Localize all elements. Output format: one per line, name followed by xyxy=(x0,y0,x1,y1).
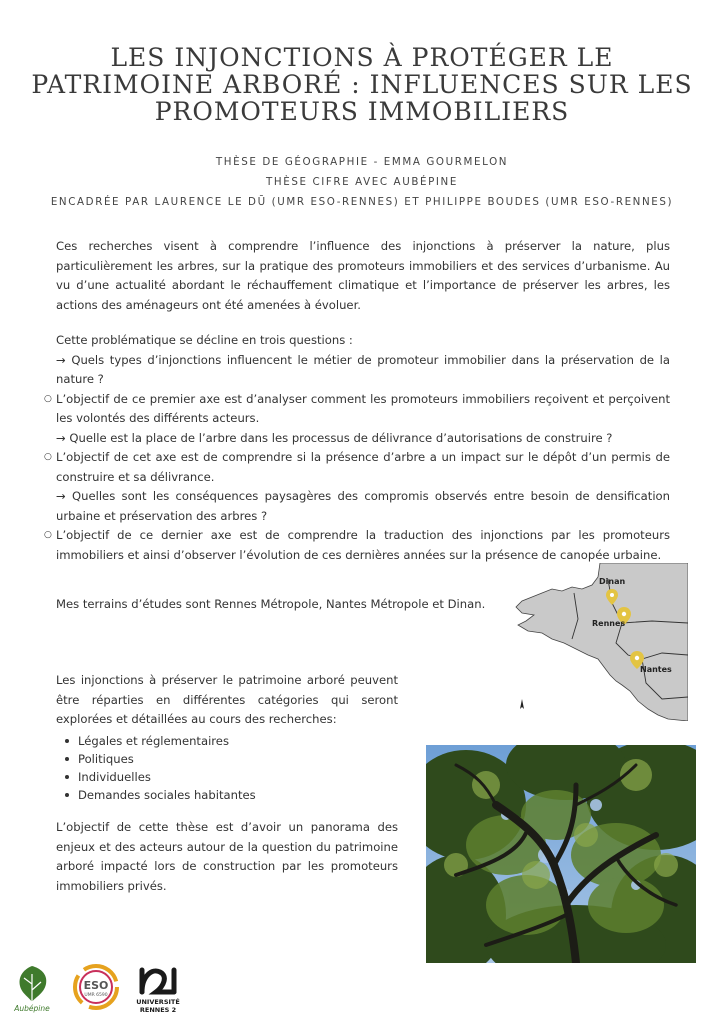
ur2-logo-line2: RENNES 2 xyxy=(139,1006,177,1014)
map-label-dinan: Dinan xyxy=(599,577,626,586)
subtitle-thesis: THÈSE DE GÉOGRAPHIE - EMMA GOURMELON xyxy=(215,156,509,168)
intro-paragraph: Ces recherches visent à comprendre l’influence des injonctions à préserver la nature, plus particulièrement les arbres, sur la pratique des promoteurs immobiliers et des services d’urbanisme. Au vu d’une actualité abordant le réchauffement climatique et l’importance de préserver les arbres, les actions des aménageurs ont été amenées à évoluer. xyxy=(56,239,670,312)
aubepine-logo-text: Aubépine xyxy=(14,1004,50,1013)
study-areas-text: Mes terrains d’études sont Rennes Métropole, Nantes Métropole et Dinan. xyxy=(56,597,486,611)
question-1-detail-text: L’objectif de ce premier axe est d’analyser comment les promoteurs immobiliers reçoivent et perçoivent les volontés des différents acteurs. xyxy=(56,391,670,425)
circle-bullet-icon: ○ xyxy=(44,452,52,462)
question-1-detail xyxy=(44,390,670,429)
question-2-detail xyxy=(44,448,670,487)
category-item: Politiques xyxy=(56,750,398,768)
subtitle-supervisors: ENCADRÉE PAR LAURENCE LE DŪ (UMR ESO-RENNES) ET PHILIPPE BOUDES (UMR ESO-RENNES) xyxy=(50,196,674,208)
questions-lead: Cette problématique se décline en trois questions : xyxy=(56,333,353,347)
circle-bullet-icon: ○ xyxy=(44,530,52,540)
categories-list xyxy=(56,732,398,804)
eso-logo-text: ESO xyxy=(83,979,109,992)
question-1: → Quels types d’injonctions influencent le métier de promoteur immobilier dans la préservation de la nature ? xyxy=(56,352,670,386)
subtitle-cifre: THÈSE CIFRE AVEC AUBÉPINE xyxy=(266,176,458,188)
subtitle-block xyxy=(20,152,704,212)
conclusion-paragraph: L’objectif de cette thèse est d’avoir un panorama des enjeux et des acteurs autour de la question du patrimoine arboré impacté lors de construction par les promoteurs immobiliers privés. xyxy=(56,820,398,893)
questions-block xyxy=(44,331,670,565)
universite-rennes2-logo xyxy=(134,962,182,1016)
question-3-detail xyxy=(44,526,670,565)
eso-logo xyxy=(72,963,120,1011)
categories-block xyxy=(56,671,398,804)
category-item: Individuelles xyxy=(56,768,398,786)
aubepine-logo xyxy=(12,962,52,1014)
map-label-nantes: Nantes xyxy=(640,665,672,674)
question-3: → Quelles sont les conséquences paysagères des compromis observés entre besoin de densification urbaine et préservation des arbres ? xyxy=(56,489,670,523)
ur2-logo-line1: UNIVERSITÉ xyxy=(136,998,180,1006)
category-item: Demandes sociales habitantes xyxy=(56,786,398,804)
map-label-rennes: Rennes xyxy=(592,619,626,628)
tree-canopy-photo xyxy=(426,745,696,963)
study-area-map xyxy=(512,563,688,721)
question-2-detail-text: L’objectif de cet axe est de comprendre si la présence d’arbre a un impact sur le dépôt d’un permis de construire et sa délivrance. xyxy=(56,450,670,484)
categories-intro: Les injonctions à préserver le patrimoine arboré peuvent être réparties en différentes catégories qui seront explorées et détaillées au cours des recherches: xyxy=(56,673,398,726)
eso-logo-subtext: UMR 6590 xyxy=(84,993,108,998)
circle-bullet-icon: ○ xyxy=(44,393,52,404)
question-2: → Quelle est la place de l’arbre dans les processus de délivrance d’autorisations de construire ? xyxy=(56,430,613,445)
question-3-detail-text: L’objectif de ce dernier axe est de comprendre la traduction des injonctions par les promoteurs immobiliers et ainsi d’observer l’évolution de ces dernières années sur la présence de canopée urbaine. xyxy=(56,528,670,562)
category-item: Légales et réglementaires xyxy=(56,732,398,750)
page-title: LES INJONCTIONS À PROTÉGER LE PATRIMOINE ARBORÉ : INFLUENCES SUR LES PROMOTEURS IMMOBILIERS xyxy=(31,43,693,126)
